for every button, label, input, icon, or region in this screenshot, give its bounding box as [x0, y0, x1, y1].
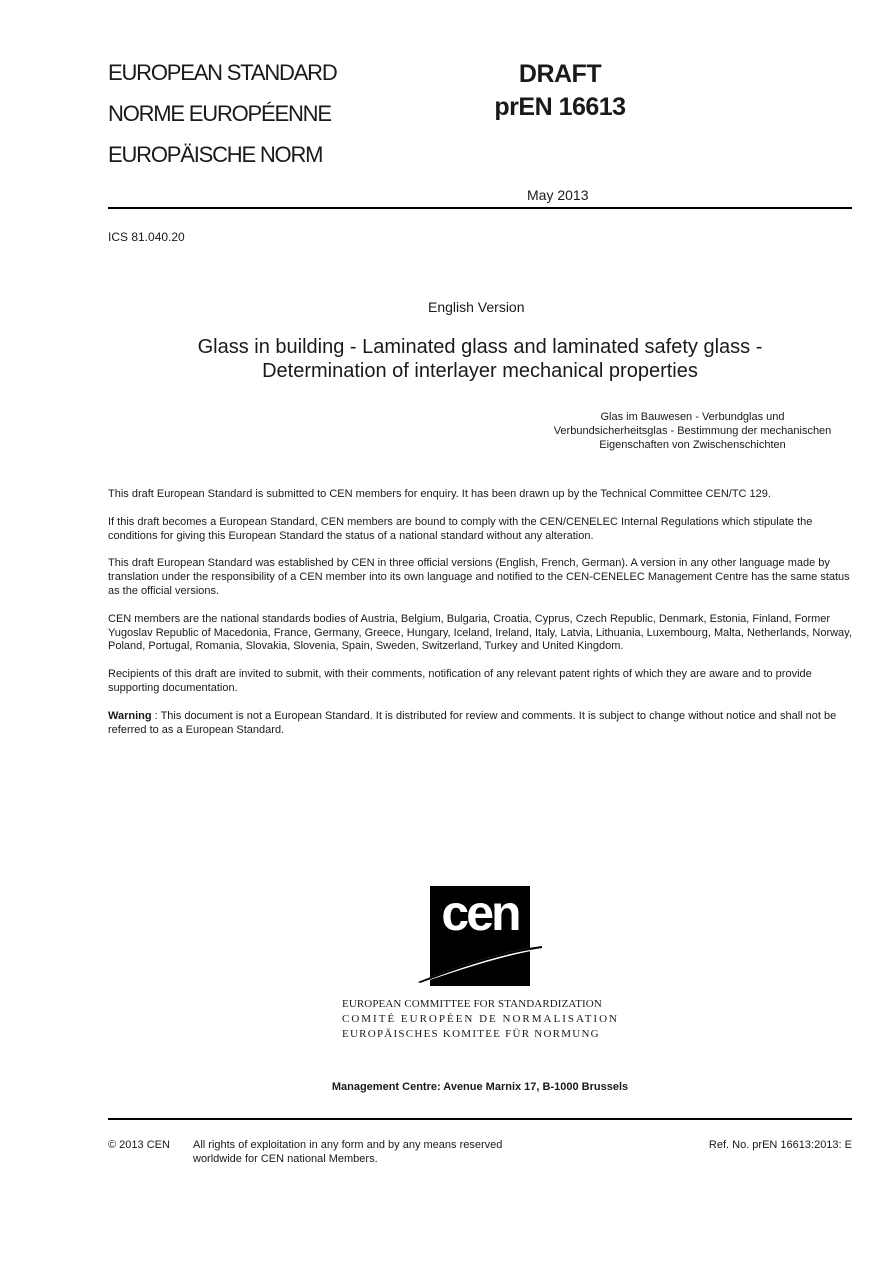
ics-code: ICS 81.040.20 — [108, 230, 185, 244]
document-body — [108, 488, 854, 751]
management-centre: Management Centre: Avenue Marnix 17, B-1000 Brussels — [331, 1081, 629, 1093]
header-divider — [108, 207, 852, 209]
rights-line-2: worldwide for CEN national Members. — [193, 1153, 378, 1165]
language-version: English Version — [428, 299, 525, 315]
cen-logo-text: cen — [441, 886, 519, 941]
cen-logo-icon — [418, 886, 544, 991]
committee-names — [342, 997, 619, 1042]
title-line-1: Glass in building - Laminated glass and laminated safety glass - — [197, 336, 763, 358]
reference-number: Ref. No. prEN 16613:2013: E — [708, 1139, 852, 1151]
title-line-2: Determination of interlayer mechanical properties — [262, 360, 698, 382]
german-title-line-2: Verbundsicherheitsglas - Bestimmung der mechanischen — [553, 425, 832, 437]
standard-name-fr: NORME EUROPÉENNE — [108, 101, 331, 126]
rights-notice — [193, 1138, 502, 1166]
paragraph-members: CEN members are the national standards bodies of Austria, Belgium, Bulgaria, Croatia, Cyprus, Czech Republic, Denmark, Estonia, Finland, Former Yugoslav Republic of Macedonia, France, Germany, Greece, Hungary, Iceland, Ireland, Italy, Latvia, Lithuania, Luxembourg, Malta, Netherlands, Norway, Poland, Portugal, Romania, Slovakia, Slovenia, Spain, Sweden, Switzerland, Turkey and United Kingdom. — [108, 612, 852, 653]
footer-divider — [108, 1118, 852, 1120]
paragraph-warning — [108, 710, 854, 738]
standard-name-de: EUROPÄISCHE NORM — [108, 142, 323, 167]
copyright: © 2013 CEN — [108, 1139, 170, 1151]
draft-label: DRAFT — [518, 60, 602, 88]
paragraph-versions: This draft European Standard was established by CEN in three official versions (English, French, German). A version in any other language made by translation under the responsibility of a CEN member into its own language and notified to the CEN-CENELEC Management Centre has the same status as the official versions. — [108, 557, 850, 597]
rights-line-1: All rights of exploitation in any form and by any means reserved — [193, 1139, 503, 1151]
committee-name-de: EUROPÄISCHES KOMITEE FÜR NORMUNG — [342, 1028, 600, 1040]
document-title — [140, 335, 820, 383]
committee-name-en: EUROPEAN COMMITTEE FOR STANDARDIZATION — [342, 998, 602, 1010]
standard-number: prEN 16613 — [494, 93, 626, 121]
warning-label: Warning — [108, 709, 152, 722]
paragraph-regulations: If this draft becomes a European Standard, CEN members are bound to comply with the CEN/CENELEC Internal Regulations which stipulate the conditions for giving this European Standard the status of a national standard without any alteration. — [108, 515, 813, 542]
committee-name-fr: COMITÉ EUROPÉEN DE NORMALISATION — [342, 1013, 619, 1025]
publication-date: May 2013 — [527, 187, 589, 203]
warning-text: : This document is not a European Standard. It is distributed for review and comments. It is subject to change without notice and shall not be referred to as a European Standard. — [108, 709, 837, 736]
german-title — [530, 410, 855, 452]
paragraph-patents: Recipients of this draft are invited to submit, with their comments, notification of any relevant patent rights of which they are aware and to provide supporting documentation. — [108, 668, 812, 694]
german-title-line-1: Glas im Bauwesen - Verbundglas und — [600, 411, 785, 423]
german-title-line-3: Eigenschaften von Zwischenschichten — [599, 439, 786, 451]
standard-name-en: EUROPEAN STANDARD — [108, 60, 337, 85]
paragraph-enquiry: This draft European Standard is submitted to CEN members for enquiry. It has been drawn up by the Technical Committee CEN/TC 129. — [108, 488, 771, 500]
